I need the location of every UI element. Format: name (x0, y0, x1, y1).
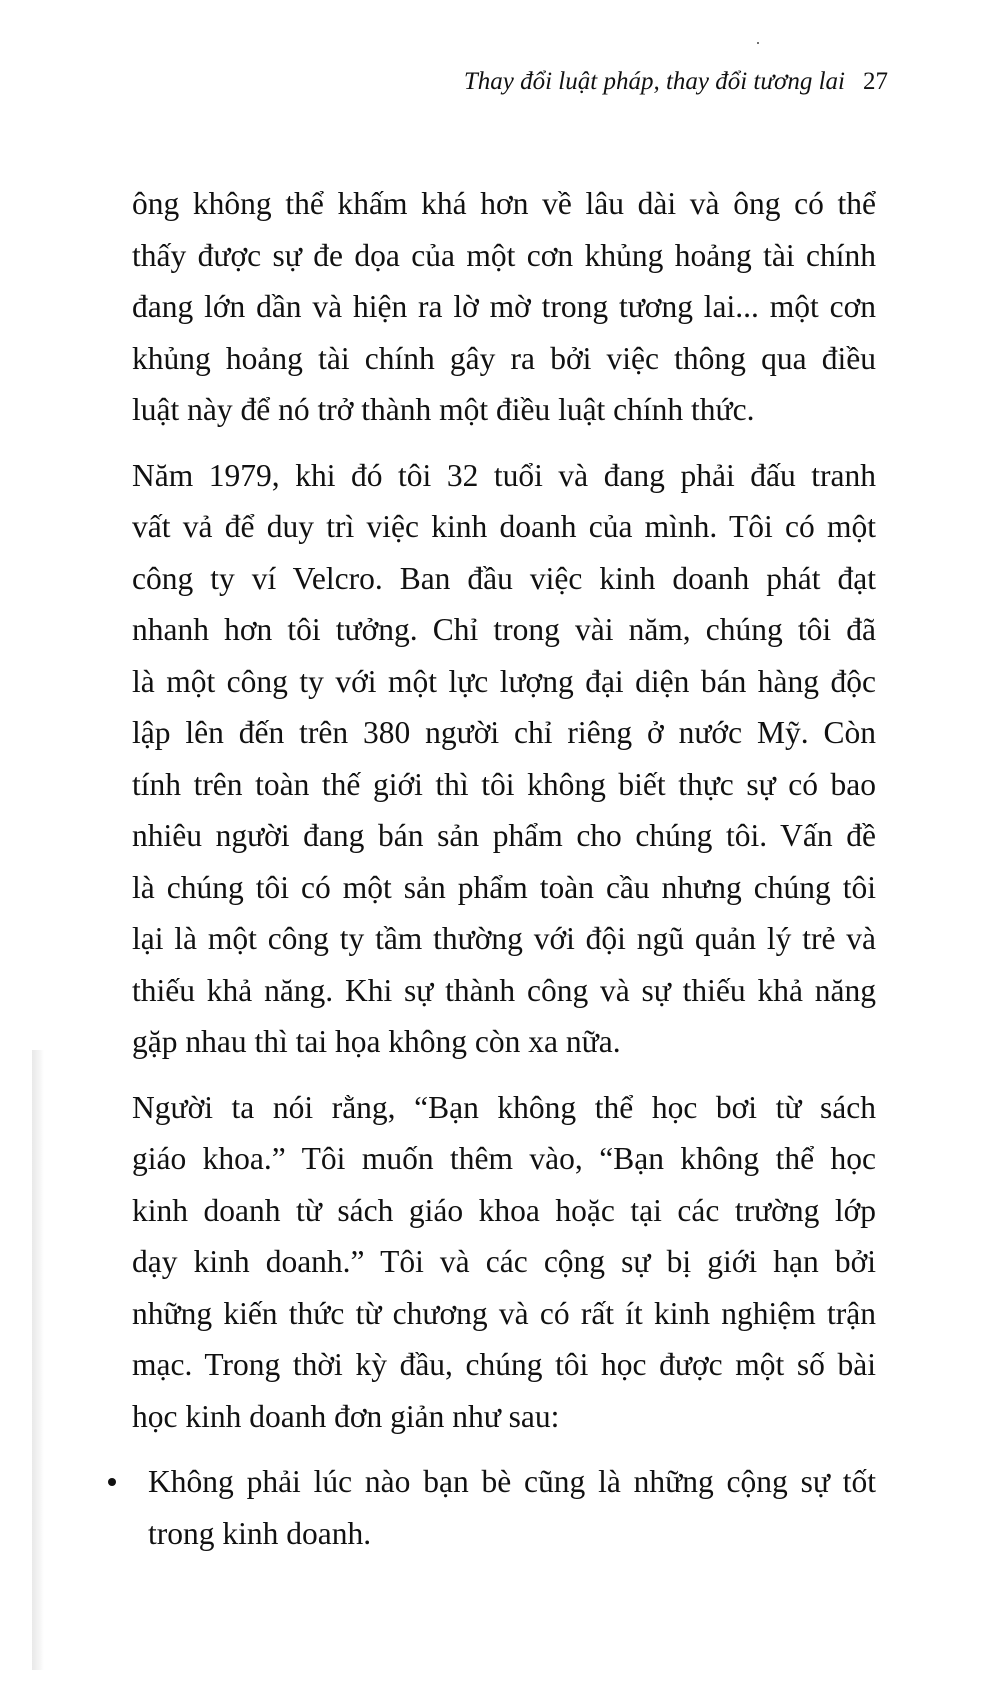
text-line: trong kinh doanh. (148, 1515, 372, 1551)
text-line: học kinh doanh đơn giản như sau: (132, 1398, 560, 1434)
text-line: gặp nhau thì tai họa không còn xa nữa. (132, 1024, 621, 1059)
paragraph-1 (132, 178, 876, 436)
running-title: Thay đổi luật pháp, thay đổi tương lai (463, 68, 845, 95)
running-header (464, 68, 888, 96)
text-line: là chúng tôi có một sản phẩm toàn cầu nhưng chúng tôi (132, 869, 876, 905)
text-line: kinh doanh từ sách giáo khoa hoặc tại các trường lớp (132, 1192, 876, 1228)
text-line: mạc. Trong thời kỳ đầu, chúng tôi học được một số bài (132, 1347, 876, 1382)
scan-speck (757, 42, 759, 44)
text-line: Người ta nói rằng, “Bạn không thể học bơi từ sách (132, 1089, 876, 1125)
text-line: nhanh hơn tôi tưởng. Chỉ trong vài năm, chúng tôi đã (132, 612, 876, 647)
text-line: đang lớn dần và hiện ra lờ mờ trong tương lai... một cơn (132, 289, 876, 324)
text-line: Không phải lúc nào bạn bè cũng là những cộng sự tốt (148, 1464, 876, 1499)
text-line: những kiến thức từ chương và có rất ít kinh nghiệm trận (132, 1295, 876, 1331)
text-line: là một công ty với một lực lượng đại diện bán hàng độc (132, 663, 876, 699)
text-line: luật này để nó trở thành một điều luật chính thức. (132, 392, 755, 427)
text-line: công ty ví Velcro. Ban đầu việc kinh doanh phát đạt (132, 560, 876, 596)
text-line: tính trên toàn thế giới thì tôi không biết thực sự có bao (132, 766, 876, 802)
bullet-item (132, 1456, 876, 1559)
text-line: thiếu khả năng. Khi sự thành công và sự thiếu khả năng (132, 972, 876, 1008)
text-line: khủng hoảng tài chính gây ra bởi việc thông qua điều (132, 340, 876, 376)
bullet-list (132, 1456, 876, 1559)
text-line: lập lên đến trên 380 người chỉ riêng ở nước Mỹ. Còn (132, 715, 876, 750)
paragraph-2 (132, 450, 876, 1068)
text-line: thấy được sự đe dọa của một cơn khủng hoảng tài chính (132, 237, 876, 273)
text-line: dạy kinh doanh.” Tôi và các cộng sự bị giới hạn bởi (132, 1244, 876, 1279)
text-line: ông không thể khấm khá hơn về lâu dài và ông có thể (132, 186, 876, 221)
text-line: Năm 1979, khi đó tôi 32 tuổi và đang phải đấu tranh (132, 457, 876, 493)
bullet-dot-icon (108, 1478, 116, 1486)
text-line: lại là một công ty tầm thường với đội ngũ quản lý trẻ và (132, 921, 876, 956)
paragraph-3 (132, 1082, 876, 1443)
page-number: 27 (863, 68, 888, 95)
text-line: giáo khoa.” Tôi muốn thêm vào, “Bạn không thể học (132, 1141, 876, 1176)
scan-edge-shadow (32, 1050, 44, 1670)
text-line: vất vả để duy trì việc kinh doanh của mình. Tôi có một (132, 509, 876, 544)
body-text (132, 178, 876, 1559)
text-line: nhiêu người đang bán sản phẩm cho chúng tôi. Vấn đề (132, 818, 876, 853)
